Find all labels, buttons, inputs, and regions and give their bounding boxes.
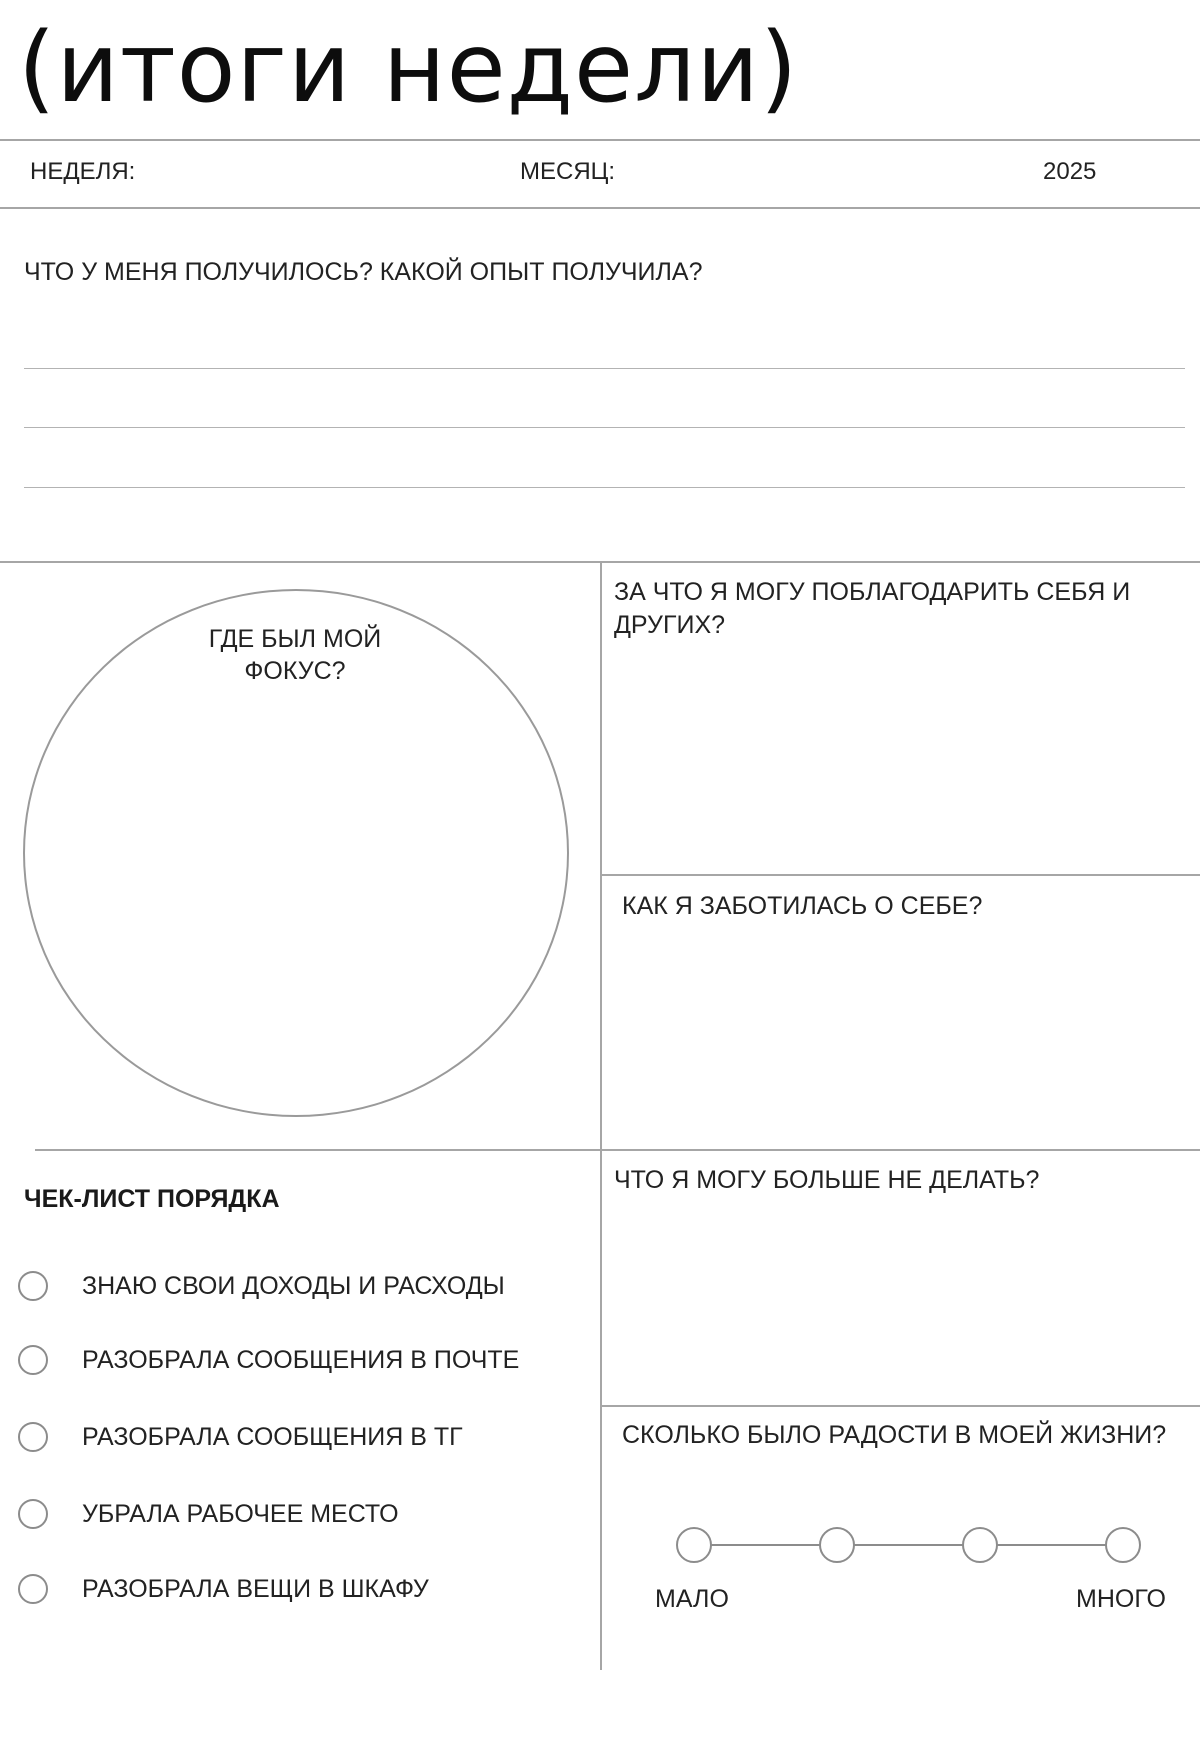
header-bottom-divider: [0, 207, 1200, 209]
checklist-title: ЧЕК-ЛИСТ ПОРЯДКА: [24, 1185, 280, 1213]
header-top-divider: [0, 139, 1200, 141]
checkbox-circle[interactable]: [18, 1345, 48, 1375]
gratitude-bottom-divider: [602, 874, 1200, 876]
checkbox-circle[interactable]: [18, 1499, 48, 1529]
joy-scale-point-1[interactable]: [676, 1527, 712, 1563]
checklist-item[interactable]: [18, 1572, 429, 1606]
checklist-item[interactable]: [18, 1269, 505, 1303]
achievements-question: ЧТО У МЕНЯ ПОЛУЧИЛОСЬ? КАКОЙ ОПЫТ ПОЛУЧИЛА?: [24, 258, 703, 286]
checklist-item-label: РАЗОБРАЛА СООБЩЕНИЯ В ПОЧТЕ: [82, 1345, 520, 1374]
year-label: 2025: [1043, 158, 1097, 185]
selfcare-question: КАК Я ЗАБОТИЛАСЬ О СЕБЕ?: [622, 892, 983, 920]
joy-scale-max-label: МНОГО: [1076, 1585, 1166, 1613]
checkbox-circle[interactable]: [18, 1574, 48, 1604]
writing-line-2[interactable]: [24, 427, 1185, 428]
checklist-item[interactable]: [18, 1497, 399, 1531]
checklist-item[interactable]: [18, 1420, 463, 1454]
checklist-item[interactable]: [18, 1343, 519, 1377]
week-label: НЕДЕЛЯ:: [30, 158, 136, 185]
center-vertical-divider: [600, 562, 602, 1670]
page-title: (итоги недели): [18, 12, 799, 124]
checklist-item-label: УБРАЛА РАБОЧЕЕ МЕСТО: [82, 1499, 399, 1528]
stop-doing-question: ЧТО Я МОГУ БОЛЬШЕ НЕ ДЕЛАТЬ?: [614, 1166, 1040, 1194]
joy-scale: [676, 1525, 1156, 1565]
writing-line-3[interactable]: [24, 487, 1185, 488]
joy-scale-track: [694, 1544, 1138, 1546]
joy-scale-min-label: МАЛО: [655, 1585, 729, 1613]
checkbox-circle[interactable]: [18, 1422, 48, 1452]
lower-section-divider: [35, 1149, 1200, 1151]
joy-scale-point-2[interactable]: [819, 1527, 855, 1563]
joy-scale-point-4[interactable]: [1105, 1527, 1141, 1563]
month-label: МЕСЯЦ:: [520, 158, 616, 185]
focus-question: ГДЕ БЫЛ МОЙ ФОКУС?: [208, 625, 382, 685]
stop-doing-bottom-divider: [602, 1405, 1200, 1407]
checklist-item-label: РАЗОБРАЛА СООБЩЕНИЯ В ТГ: [82, 1422, 463, 1451]
joy-scale-point-3[interactable]: [962, 1527, 998, 1563]
writing-line-1[interactable]: [24, 368, 1185, 369]
joy-question: СКОЛЬКО БЫЛО РАДОСТИ В МОЕЙ ЖИЗНИ?: [622, 1421, 1167, 1449]
checklist-item-label: РАЗОБРАЛА ВЕЩИ В ШКАФУ: [82, 1574, 429, 1603]
checkbox-circle[interactable]: [18, 1271, 48, 1301]
checklist-item-label: ЗНАЮ СВОИ ДОХОДЫ И РАСХОДЫ: [82, 1271, 505, 1300]
gratitude-question: ЗА ЧТО Я МОГУ ПОБЛАГОДАРИТЬ СЕБЯ И ДРУГИХ?: [614, 578, 1131, 639]
